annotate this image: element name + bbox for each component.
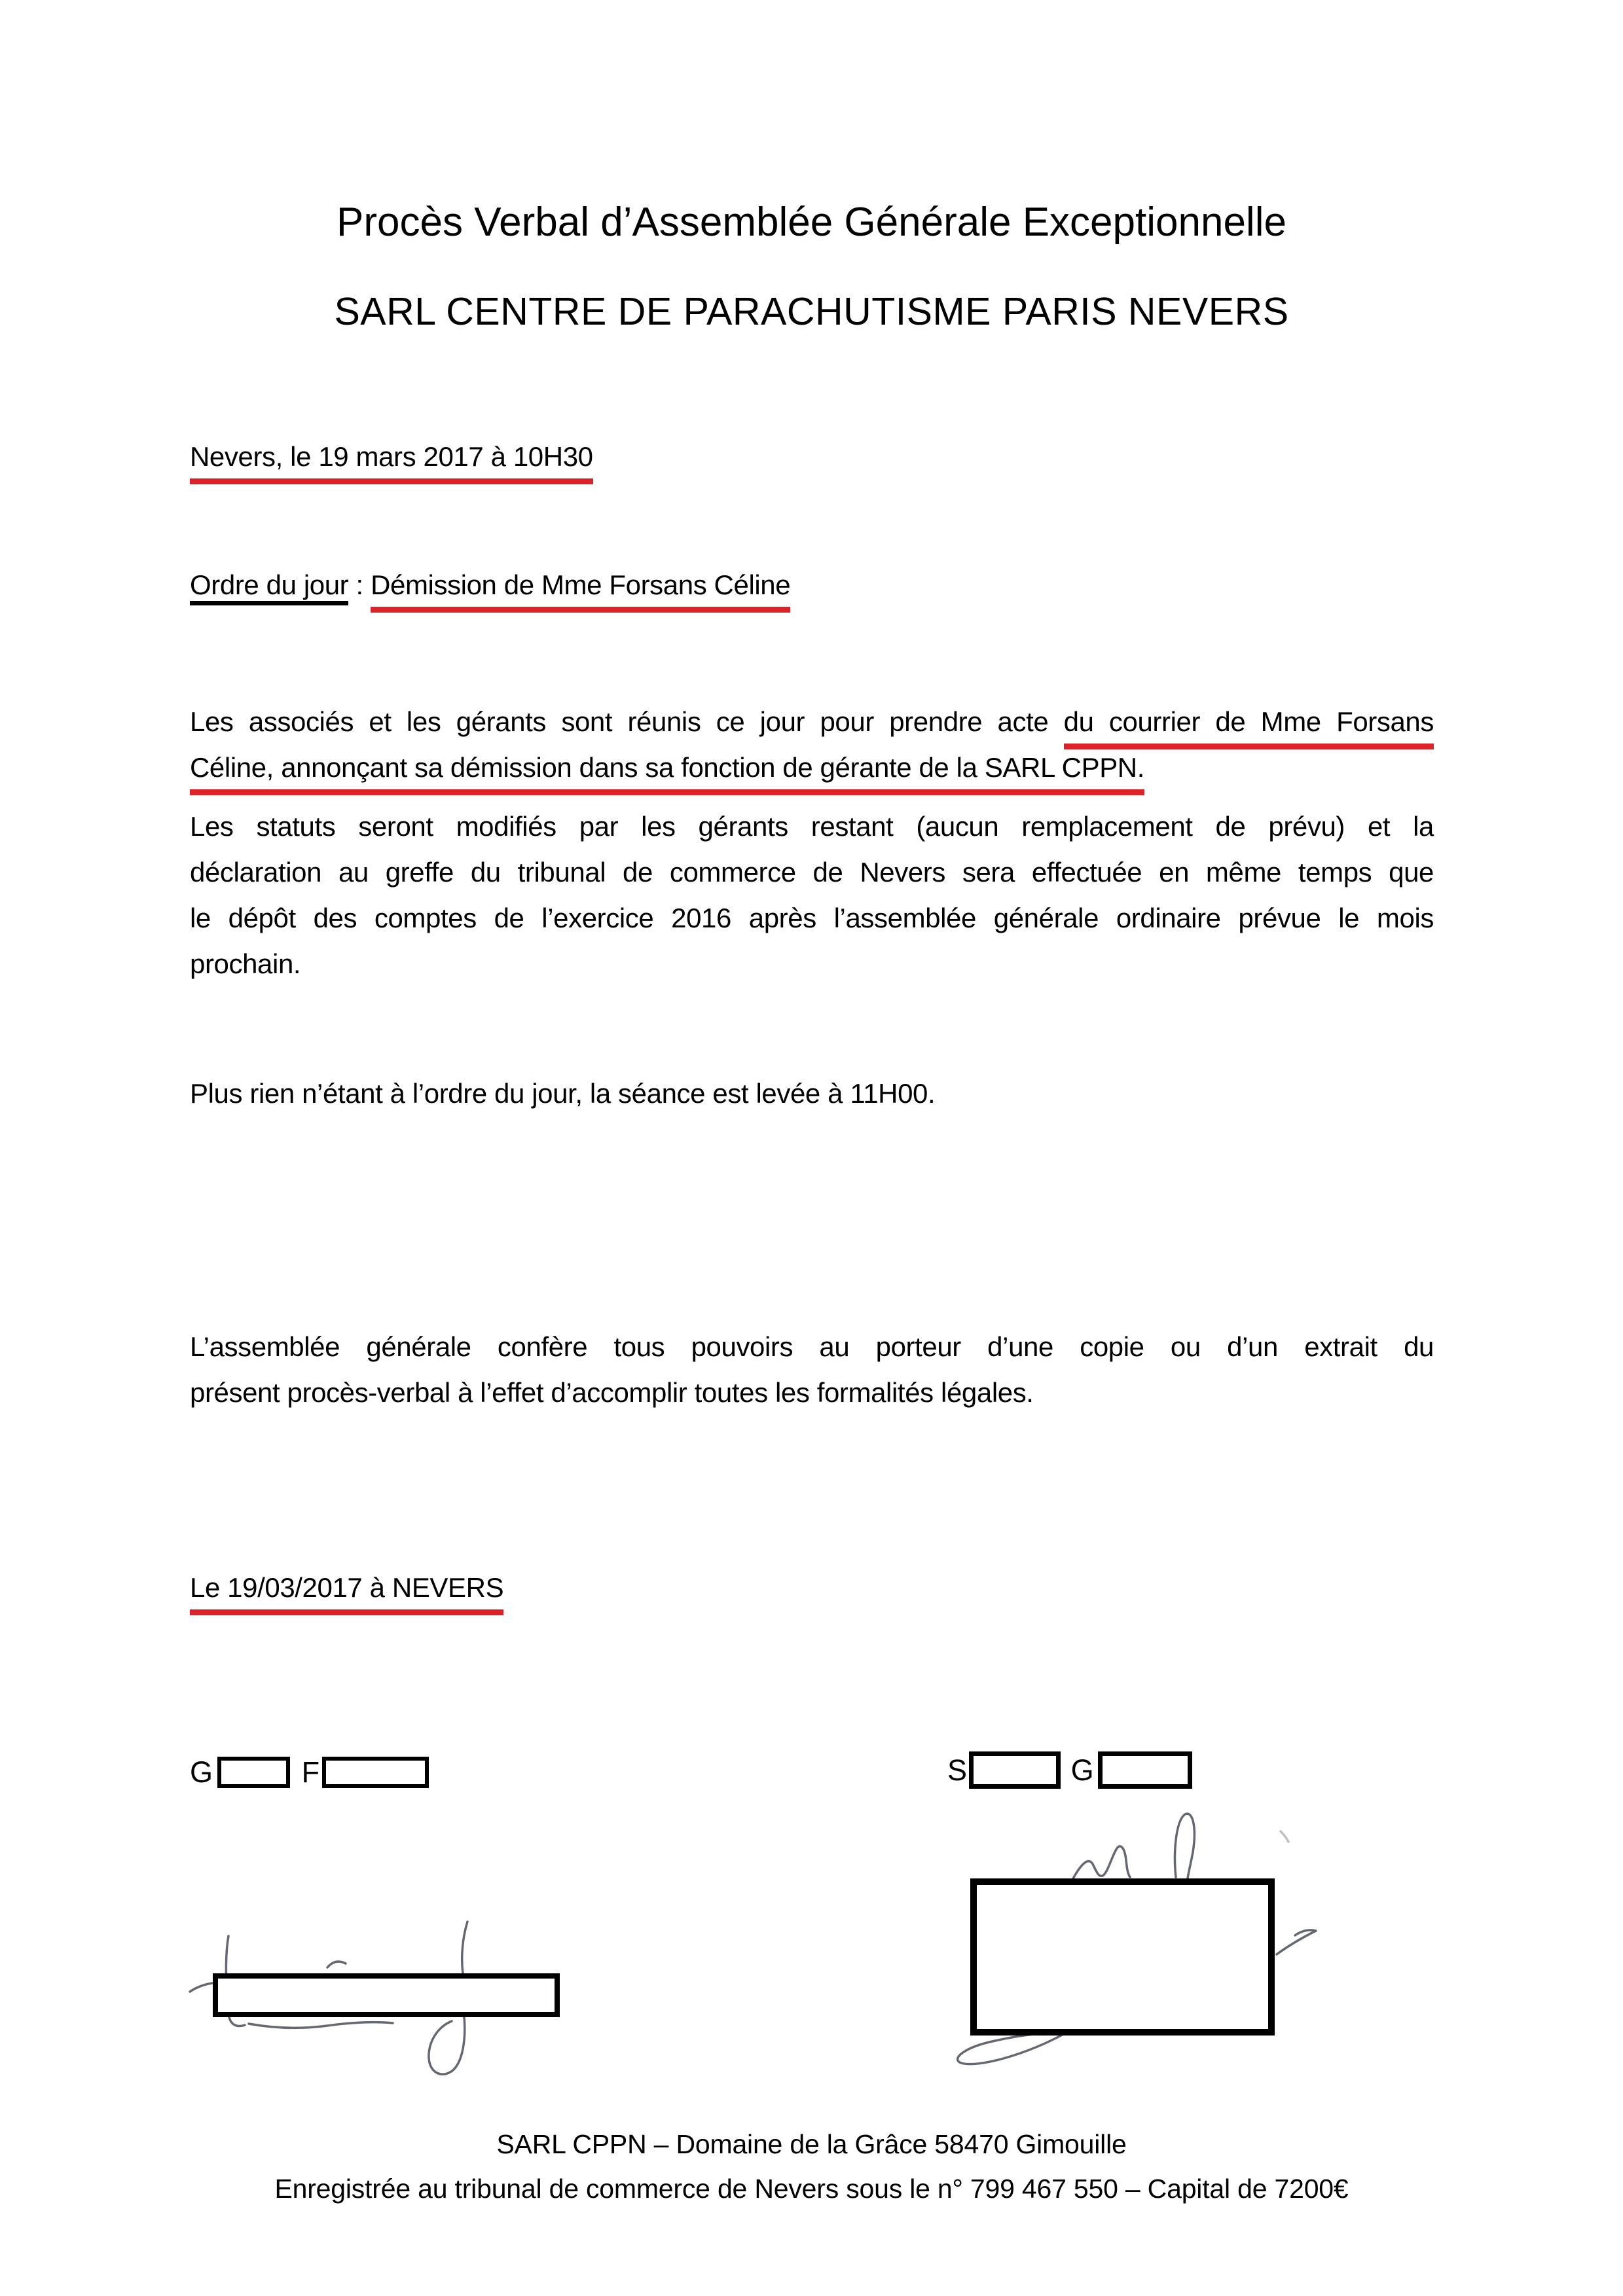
- redaction-box-left: [213, 1973, 560, 2017]
- redaction-box-right: [970, 1878, 1275, 2036]
- signature-labels-right: [947, 1751, 1192, 1789]
- redacted-name-box-4: [1098, 1751, 1192, 1789]
- statutes-line-3: le dépôt des comptes de l’exercice 2016 après l’assemblée générale ordinaire prévue le mois: [190, 903, 1434, 933]
- footer-line-1: SARL CPPN – Domaine de la Grâce 58470 Gimouille: [496, 2129, 1127, 2159]
- powers-paragraph: [190, 1324, 1434, 1416]
- agenda-line: [190, 568, 1434, 603]
- signature-initial-g-left: G: [190, 1755, 213, 1789]
- powers-line-2: présent procès-verbal à l’effet d’accomplir toutes les formalités légales.: [190, 1377, 1034, 1408]
- agenda-separator: :: [348, 569, 371, 600]
- redacted-name-box-3: [969, 1751, 1061, 1789]
- footer-line-2: Enregistrée au tribunal de commerce de Nevers sous le n° 799 467 550 – Capital de 7200€: [274, 2174, 1349, 2204]
- place-date-text: Le 19/03/2017 à NEVERS: [190, 1572, 503, 1615]
- agenda-label: Ordre du jour: [190, 569, 348, 605]
- closing-line: Plus rien n’étant à l’ordre du jour, la séance est levée à 11H00.: [190, 1078, 936, 1109]
- paragraph-attendance-line-1: [190, 699, 1434, 745]
- signature-initial-s-right: S: [947, 1753, 967, 1787]
- agenda-value: Démission de Mme Forsans Céline: [371, 569, 790, 613]
- powers-line-1: L’assemblée générale confère tous pouvoirs au porteur d’une copie ou d’un extrait du: [190, 1331, 1434, 1362]
- statutes-line-4: prochain.: [190, 948, 301, 979]
- signature-labels-left: [190, 1755, 429, 1789]
- dateline-text: Nevers, le 19 mars 2017 à 10H30: [190, 441, 593, 484]
- attendance-plain-text: Les associés et les gérants sont réunis ce jour pour prendre acte: [190, 706, 1064, 737]
- paragraph-statutes: [190, 804, 1434, 987]
- statutes-line-2: déclaration au greffe du tribunal de commerce de Nevers sera effectuée en même temps que: [190, 857, 1434, 888]
- redacted-name-box-1: [217, 1757, 290, 1788]
- place-date-line: [190, 1571, 1434, 1605]
- signature-initial-g-right: G: [1070, 1753, 1094, 1787]
- attendance-red-underlined-text-2: Céline, annonçant sa démission dans sa fonction de gérante de la SARL CPPN.: [190, 752, 1144, 795]
- redacted-name-box-2: [322, 1757, 429, 1788]
- attendance-red-underlined-text: du courrier de Mme Forsans: [1064, 706, 1434, 749]
- paragraph-attendance: [190, 699, 1434, 791]
- document-subtitle: SARL CENTRE DE PARACHUTISME PARIS NEVERS: [334, 290, 1289, 333]
- document-title: Procès Verbal d’Assemblée Générale Exceptionnelle: [337, 200, 1286, 245]
- signature-initial-f-left: F: [301, 1755, 319, 1789]
- statutes-line-1: Les statuts seront modifiés par les gérants restant (aucun remplacement de prévu) et la: [190, 811, 1434, 842]
- paragraph-attendance-line-2: [190, 745, 1434, 791]
- dateline: [190, 440, 1434, 475]
- footer: [0, 2122, 1623, 2211]
